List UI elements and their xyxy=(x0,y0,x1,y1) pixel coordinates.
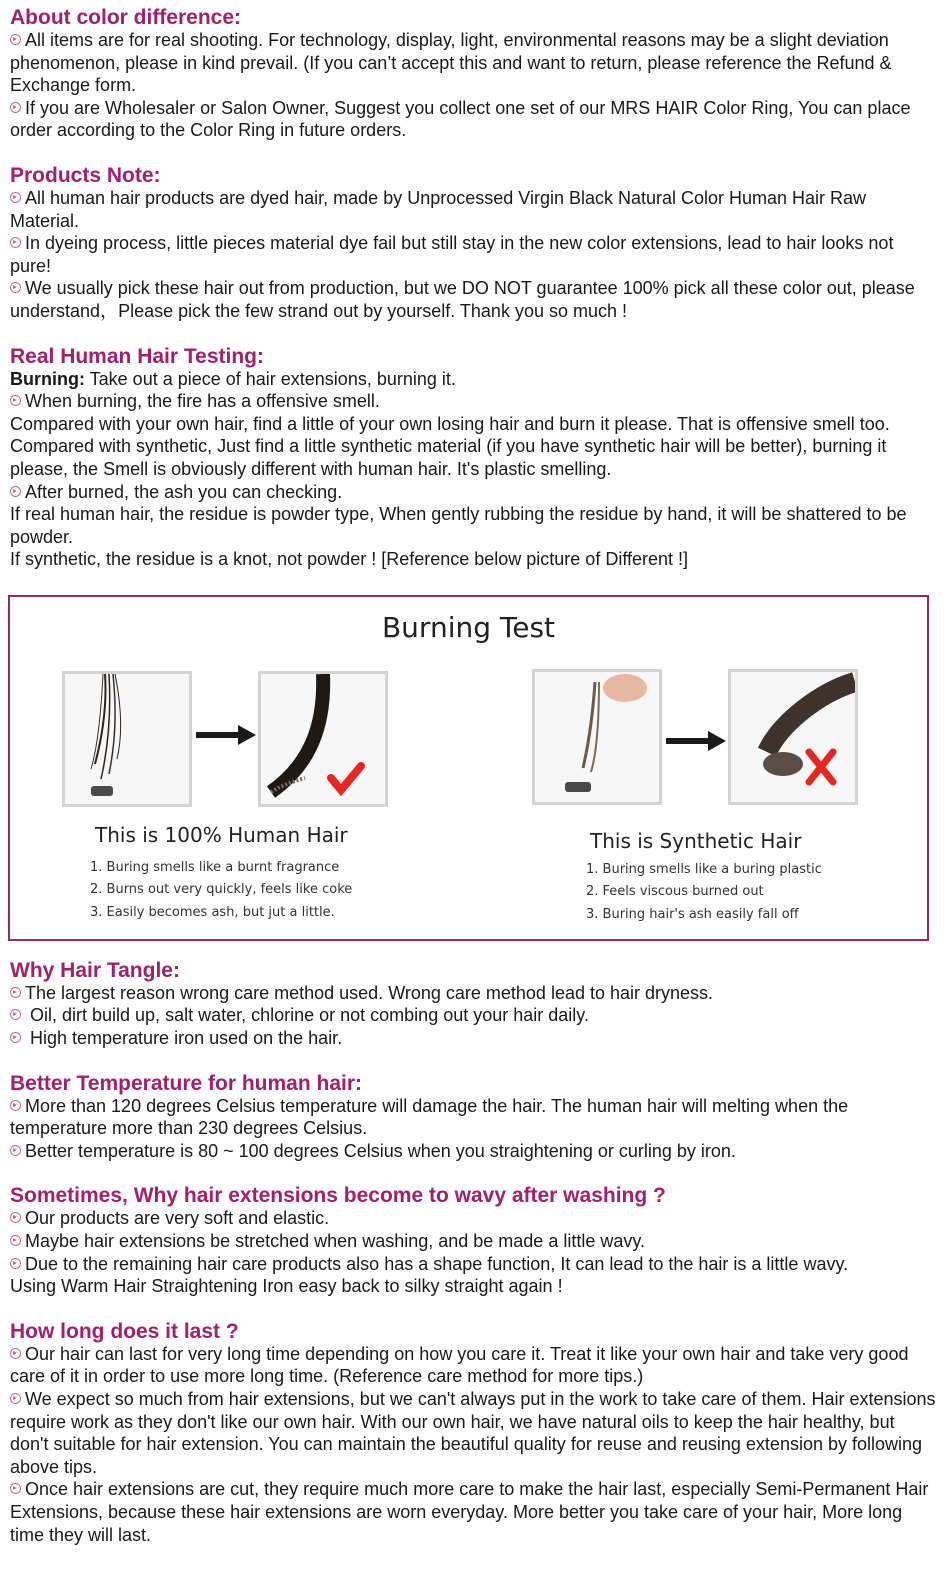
bullet-icon xyxy=(10,1009,21,1020)
synthetic-hair-before-image xyxy=(532,669,662,805)
paragraph: If real human hair, the residue is powder type, When gently rubbing the residue by hand, it will be shattered to be powder. xyxy=(10,504,907,547)
paragraph: Using Warm Hair Straightening Iron easy back to silky straight again ! xyxy=(10,1276,563,1297)
list-item: 3. Buring hair's ash easily fall off xyxy=(586,906,799,922)
paragraph-text: Once hair extensions are cut, they require much more care to make the hair last, especially Semi-Permanent Hair Extensions, because these hair extensions are worn everyday. More better you take care of your hair, More long time they will last. xyxy=(10,1479,929,1545)
human-hair-after-image xyxy=(258,671,388,807)
paragraph-text: If you are Wholesaler or Salon Owner, Suggest you collect one set of our MRS HAIR Color Ring, You can place order according to the Color Ring in future orders. xyxy=(10,97,911,141)
bullet-icon xyxy=(10,192,21,203)
arrow-right-icon xyxy=(196,725,256,745)
figure-title: Burning Test xyxy=(381,610,556,644)
bullet-icon xyxy=(10,486,21,497)
paragraph xyxy=(10,481,938,504)
burning-label: Burning: xyxy=(10,368,85,389)
list-item: 1. Buring smells like a burnt fragrance xyxy=(90,859,340,875)
heading-color-difference: About color difference: xyxy=(10,6,242,29)
paragraph xyxy=(10,187,938,232)
bullet-icon xyxy=(10,1393,21,1404)
paragraph xyxy=(10,1388,938,1478)
paragraph xyxy=(10,29,938,97)
paragraph-text: We expect so much from hair extensions, but we can't always put in the work to take care of them. Hair extensions require work as they don't like our own hair. With our own hair, we have natural oils to keep the hair healthy, but don't suitable for hair extension. You can maintain the beautiful quality for reuse and reusing extension by following above tips. xyxy=(10,1389,936,1477)
list-item: 2. Feels viscous burned out xyxy=(586,884,764,900)
burning-test-figure xyxy=(8,595,929,941)
paragraph-text: Maybe hair extensions be stretched when washing, and be made a little wavy. xyxy=(25,1231,646,1252)
bullet-icon xyxy=(10,1100,21,1111)
bullet-icon xyxy=(10,1032,21,1043)
list-item: 3. Easily becomes ash, but jut a little. xyxy=(90,904,335,920)
human-hair-caption: This is 100% Human Hair xyxy=(95,822,348,847)
paragraph-text: In dyeing process, little pieces material dye fail but still stay in the new color extensions, lead to hair looks not pure! xyxy=(10,233,894,276)
paragraph xyxy=(10,1095,938,1140)
paragraph-text: More than 120 degrees Celsius temperature will damage the hair. The human hair will melting when the temperature more than 230 degrees Celsius. xyxy=(10,1095,849,1139)
paragraph-text: When burning, the fire has a offensive smell. xyxy=(25,391,380,412)
synthetic-hair-after-image xyxy=(728,669,858,805)
paragraph-text: Take out a piece of hair extensions, burning it. xyxy=(84,368,456,389)
bullet-icon xyxy=(10,1235,21,1246)
list-item: 2. Burns out very quickly, feels like coke xyxy=(90,882,353,898)
bullet-icon xyxy=(10,237,21,248)
paragraph: If synthetic, the residue is a knot, not powder ! [Reference below picture of Different !] xyxy=(10,549,689,570)
paragraph-text: Our products are very soft and elastic. xyxy=(25,1208,330,1229)
bullet-icon xyxy=(10,34,21,45)
paragraph xyxy=(10,368,938,391)
paragraph xyxy=(10,1478,938,1546)
synthetic-hair-list xyxy=(586,859,822,927)
paragraph xyxy=(10,97,938,142)
paragraph: Compared with your own hair, find a little of your own losing hair and burn it please. That is offensive smell too. xyxy=(10,413,890,434)
checkmark-icon xyxy=(331,766,361,790)
heading-products-note: Products Note: xyxy=(10,163,161,187)
paragraph-text: High temperature iron used on the hair. xyxy=(25,1028,343,1049)
bullet-icon xyxy=(10,987,21,998)
paragraph xyxy=(10,1004,938,1027)
bullet-icon xyxy=(10,102,21,113)
paragraph-text: We usually pick these hair out from production, but we DO NOT guarantee 100% pick all these color out, please understand，Please pick the few strand out by yourself. Thank you so much ! xyxy=(10,278,915,321)
paragraph xyxy=(10,1207,938,1230)
section-how-long xyxy=(10,1320,938,1546)
section-wavy xyxy=(10,1184,938,1297)
paragraph-text: After burned, the ash you can checking. xyxy=(25,481,343,502)
paragraph xyxy=(10,1230,938,1253)
heading-hair-testing: Real Human Hair Testing: xyxy=(10,344,264,368)
paragraph xyxy=(10,1027,938,1050)
paragraph-text: All human hair products are dyed hair, made by Unprocessed Virgin Black Natural Color Human Hair Raw Material. xyxy=(10,187,867,231)
bullet-icon xyxy=(10,1483,21,1494)
bullet-icon xyxy=(10,282,21,293)
paragraph xyxy=(10,982,938,1005)
heading-wavy: Sometimes, Why hair extensions become to wavy after washing ? xyxy=(10,1184,666,1208)
bullet-icon xyxy=(10,1212,21,1223)
paragraph xyxy=(10,1253,938,1276)
paragraph xyxy=(10,277,938,322)
paragraph-text: Our hair can last for very long time depending on how you care it. Treat it like your own hair and take very good care of it in order to use more long time. (Reference care method for more tips.) xyxy=(10,1343,909,1387)
paragraph-text: Due to the remaining hair care products also has a shape function, It can lead to the hair is a little wavy. xyxy=(25,1253,849,1274)
paragraph-text: All items are for real shooting. For technology, display, light, environmental reasons may be a slight deviation phenomenon, please in kind prevail. (If you can’t accept this and want to return, please reference the Refund & Exchange form. xyxy=(10,30,892,96)
paragraph xyxy=(10,1343,938,1388)
paragraph-text: Better temperature is 80 ~ 100 degrees Celsius when you straightening or curling by iron. xyxy=(25,1140,736,1161)
heading-temperature: Better Temperature for human hair: xyxy=(10,1071,363,1095)
bullet-icon xyxy=(10,1145,21,1156)
paragraph-text: The largest reason wrong care method used. Wrong care method lead to hair dryness. xyxy=(25,982,714,1003)
section-hair-tangle xyxy=(10,959,938,1050)
section-products-note xyxy=(10,164,938,323)
paragraph: Compared with synthetic, Just find a little synthetic material (if you have synthetic hair will be better), burning it please, the Smell is obviously different with human hair. It's plastic smelling. xyxy=(10,436,887,479)
list-item: 1. Buring smells like a buring plastic xyxy=(586,861,822,877)
human-hair-before-image xyxy=(62,671,192,807)
paragraph xyxy=(10,1140,938,1163)
bullet-icon xyxy=(10,1258,21,1269)
synthetic-hair-caption: This is Synthetic Hair xyxy=(590,828,802,853)
section-hair-testing xyxy=(10,345,938,571)
heading-how-long: How long does it last ? xyxy=(10,1319,239,1343)
heading-hair-tangle: Why Hair Tangle: xyxy=(10,958,180,982)
paragraph-text: Oil, dirt build up, salt water, chlorine or not combing out your hair daily. xyxy=(25,1005,589,1026)
human-hair-list xyxy=(90,857,352,925)
section-color-difference xyxy=(10,6,938,142)
bullet-icon xyxy=(10,1348,21,1359)
arrow-right-icon xyxy=(666,731,726,751)
bullet-icon xyxy=(10,395,21,406)
paragraph xyxy=(10,232,938,277)
section-temperature xyxy=(10,1072,938,1163)
paragraph xyxy=(10,390,938,413)
cross-icon xyxy=(809,752,833,782)
